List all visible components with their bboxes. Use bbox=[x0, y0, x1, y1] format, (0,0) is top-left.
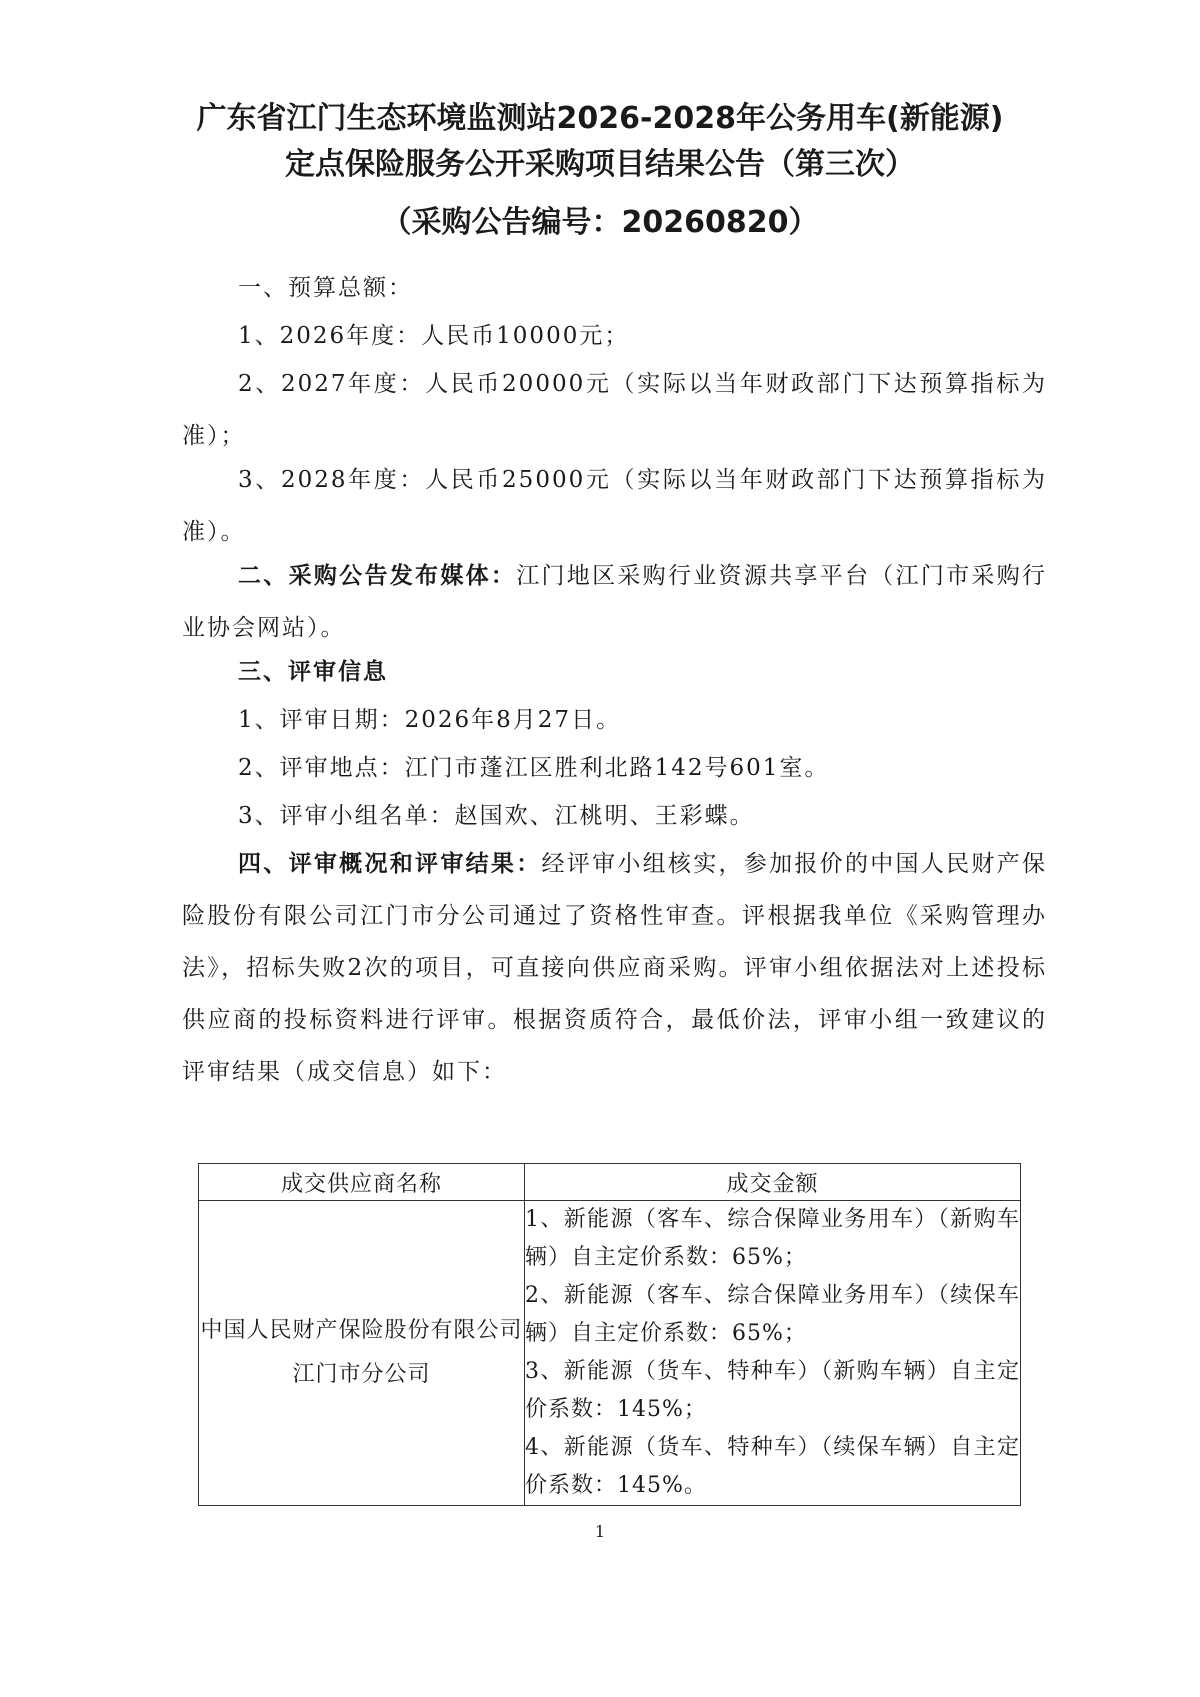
award-table bbox=[198, 1163, 1021, 1506]
table-header-row bbox=[199, 1164, 1021, 1201]
header-amount: 成交金额 bbox=[525, 1164, 1021, 1201]
media-paragraph bbox=[182, 550, 1047, 654]
review-heading: 三、评审信息 bbox=[238, 659, 388, 685]
budget-heading: 一、预算总额： bbox=[238, 275, 413, 301]
budget-item-2026: 1、2026年度：人民币10000元； bbox=[238, 323, 630, 349]
award-terms bbox=[525, 1201, 1021, 1506]
result-paragraph bbox=[182, 838, 1047, 1098]
term-item-4: 4、新能源（货车、特种车）（续保车辆）自主定价系数：145%。 bbox=[525, 1435, 1020, 1498]
title-line-2: 定点保险服务公开采购项目结果公告（第三次） bbox=[285, 147, 915, 182]
media-heading: 二、采购公告发布媒体： bbox=[238, 563, 517, 589]
term-item-1: 1、新能源（客车、综合保障业务用车）（新购车辆）自主定价系数：65%； bbox=[525, 1207, 1020, 1270]
table-row bbox=[199, 1201, 1021, 1506]
review-panel: 3、评审小组名单：赵国欢、江桃明、王彩蝶。 bbox=[238, 803, 755, 829]
header-supplier: 成交供应商名称 bbox=[199, 1164, 525, 1201]
budget-item-2028: 3、2028年度：人民币25000元（实际以当年财政部门下达预算指标为准）。 bbox=[182, 467, 1047, 545]
budget-item-2027: 2、2027年度：人民币20000元（实际以当年财政部门下达预算指标为准）； bbox=[182, 371, 1047, 449]
announcement-number: （采购公告编号：20260820） bbox=[381, 205, 819, 240]
term-item-3: 3、新能源（货车、特种车）（新购车辆）自主定价系数：145%； bbox=[525, 1359, 1020, 1422]
result-heading: 四、评审概况和评审结果： bbox=[238, 851, 542, 877]
review-place: 2、评审地点：江门市蓬江区胜利北路142号601室。 bbox=[238, 755, 830, 781]
review-date: 1、评审日期：2026年8月27日。 bbox=[238, 707, 622, 733]
page-number: 1 bbox=[594, 1522, 606, 1541]
result-text: 经评审小组核实，参加报价的中国人民财产保险股份有限公司江门市分公司通过了资格性审查。评根据我单位《采购管理办法》，招标失败2次的项目，可直接向供应商采购。评审小组依据法对上述投标供应商的投标资料进行评审。根据资质符合，最低价法，评审小组一致建议的评审结果（成交信息）如下： bbox=[182, 851, 1048, 1085]
media-text: 江门地区采购行业资源共享平台（江门市采购行业协会网站）。 bbox=[182, 563, 1048, 641]
title-line-1: 广东省江门生态环境监测站2026-2028年公务用车(新能源) bbox=[196, 101, 1004, 136]
term-item-2: 2、新能源（客车、综合保障业务用车）（续保车辆）自主定价系数：65%； bbox=[525, 1283, 1020, 1346]
supplier-name: 中国人民财产保险股份有限公司江门市分公司 bbox=[199, 1201, 525, 1506]
